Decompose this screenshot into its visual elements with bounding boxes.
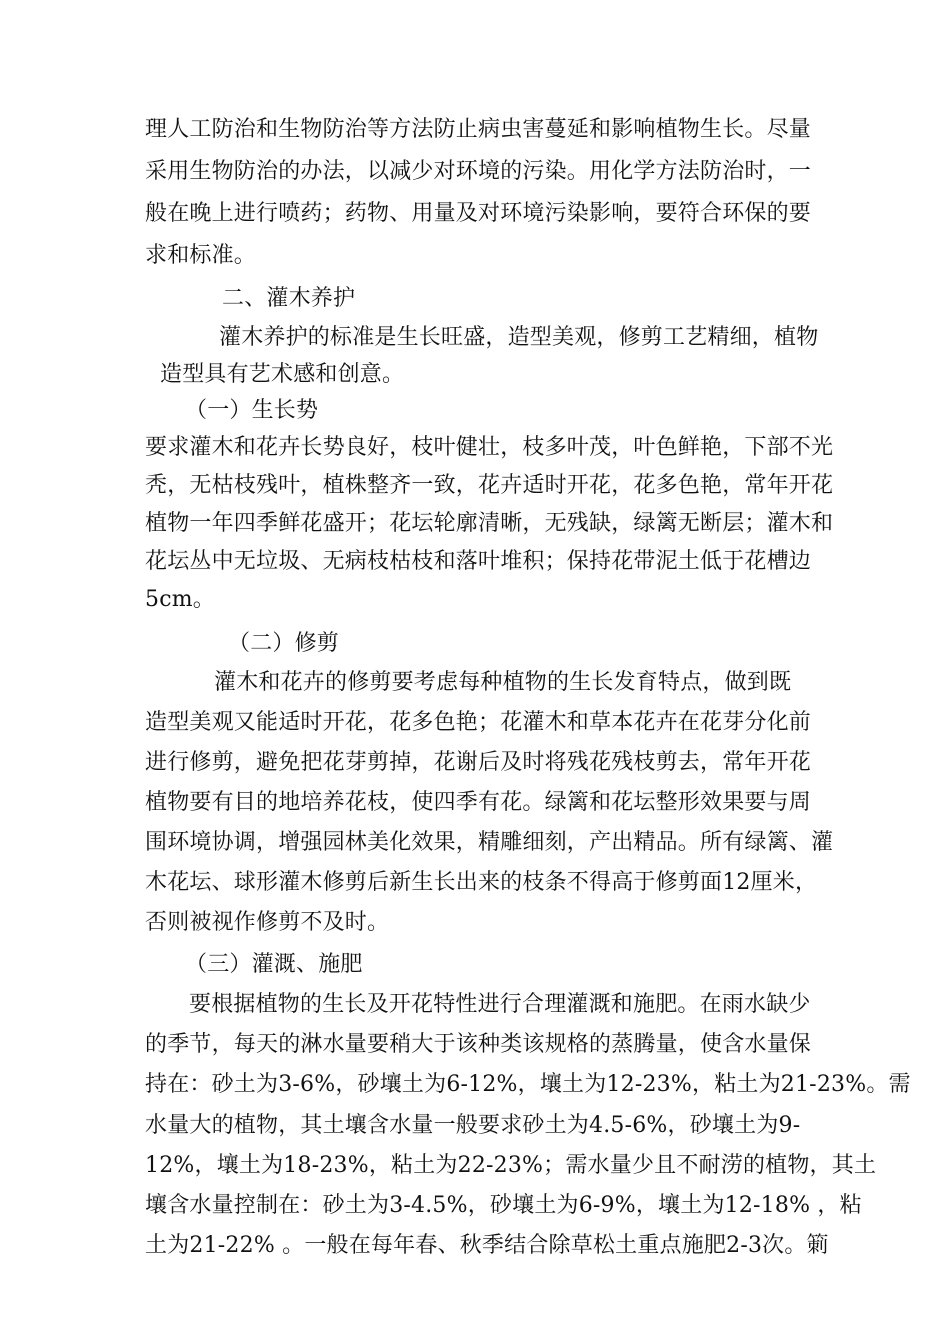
paragraph-1-line-1: 理人工防治和生物防治等方法防止病虫害蔓延和影响植物生长。尽量	[145, 117, 812, 142]
paragraph-4-line-6: 木花坛、球形灌木修剪后新生长出来的枝条不得高于修剪面12厘米，	[145, 870, 818, 895]
paragraph-5-line-4: 水量大的植物，其土壤含水量一般要求砂土为4.5-6%，砂壤土为9-	[145, 1113, 801, 1138]
paragraph-5-line-3: 持在：砂土为3-6%，砂壤土为6-12%，壤土为12-23%，粘土为21-23%。需	[145, 1072, 911, 1097]
paragraph-2-line-1: 灌木养护的标准是生长旺盛，造型美观，修剪工艺精细，植物	[219, 325, 819, 350]
paragraph-4-line-5: 围环境协调，增强园林美化效果，精雕细刻，产出精品。所有绿篱、灌	[145, 830, 834, 855]
paragraph-5-line-2: 的季节，每天的淋水量要稍大于该种类该规格的蒸腾量，使含水量保	[145, 1032, 812, 1057]
paragraph-4-line-1: 灌木和花卉的修剪要考虑每种植物的生长发育特点，做到既	[214, 670, 792, 695]
paragraph-3-line-5: 5cm。	[145, 587, 215, 612]
paragraph-3-line-3: 植物一年四季鲜花盛开；花坛轮廓清晰，无残缺，绿篱无断层；灌木和	[145, 511, 834, 536]
paragraph-4-line-3: 进行修剪，避免把花芽剪掉，花谢后及时将残花残枝剪去，常年开花	[145, 750, 812, 775]
paragraph-3-line-1: 要求灌木和花卉长势良好，枝叶健壮，枝多叶茂，叶色鲜艳，下部不光	[145, 435, 834, 460]
paragraph-4-line-2: 造型美观又能适时开花，花多色艳；花灌木和草本花卉在花芽分化前	[145, 710, 812, 735]
paragraph-5-line-7: 土为21-22% 。一般在每年春、秋季结合除草松土重点施肥2-3次。箣	[145, 1233, 829, 1258]
subsection-heading-irrigation-fertilization: （三）灌溉、施肥	[185, 952, 363, 977]
subsection-heading-pruning: （二）修剪	[228, 631, 340, 656]
paragraph-5-line-5: 12%，壤土为18-23%，粘土为22-23%；需水量少且不耐涝的植物，其土	[145, 1153, 877, 1178]
paragraph-3-line-2: 秃，无枯枝残叶，植株整齐一致，花卉适时开花，花多色艳，常年开花	[145, 473, 834, 498]
subsection-heading-growth: （一）生长势	[185, 398, 319, 423]
paragraph-3-line-4: 花坛丛中无垃圾、无病枝枯枝和落叶堆积；保持花带泥土低于花槽边	[145, 549, 812, 574]
paragraph-5-line-1: 要根据植物的生长及开花特性进行合理灌溉和施肥。在雨水缺少	[189, 992, 811, 1017]
paragraph-5-line-6: 壤含水量控制在：砂土为3-4.5%，砂壤土为6-9%，壤土为12-18% ，粘	[145, 1193, 862, 1218]
paragraph-2-line-2: 造型具有艺术感和创意。	[160, 362, 405, 387]
paragraph-4-line-7: 否则被视作修剪不及时。	[145, 910, 390, 935]
paragraph-1-line-4: 求和标准。	[145, 243, 257, 268]
paragraph-1-line-2: 采用生物防治的办法，以减少对环境的污染。用化学方法防治时，一	[145, 159, 812, 184]
section-heading-shrub-maintenance: 二、灌木养护	[222, 286, 356, 311]
paragraph-4-line-4: 植物要有目的地培养花枝，使四季有花。绿篱和花坛整形效果要与周	[145, 790, 812, 815]
paragraph-1-line-3: 般在晚上进行喷药；药物、用量及对环境污染影响，要符合环保的要	[145, 201, 812, 226]
